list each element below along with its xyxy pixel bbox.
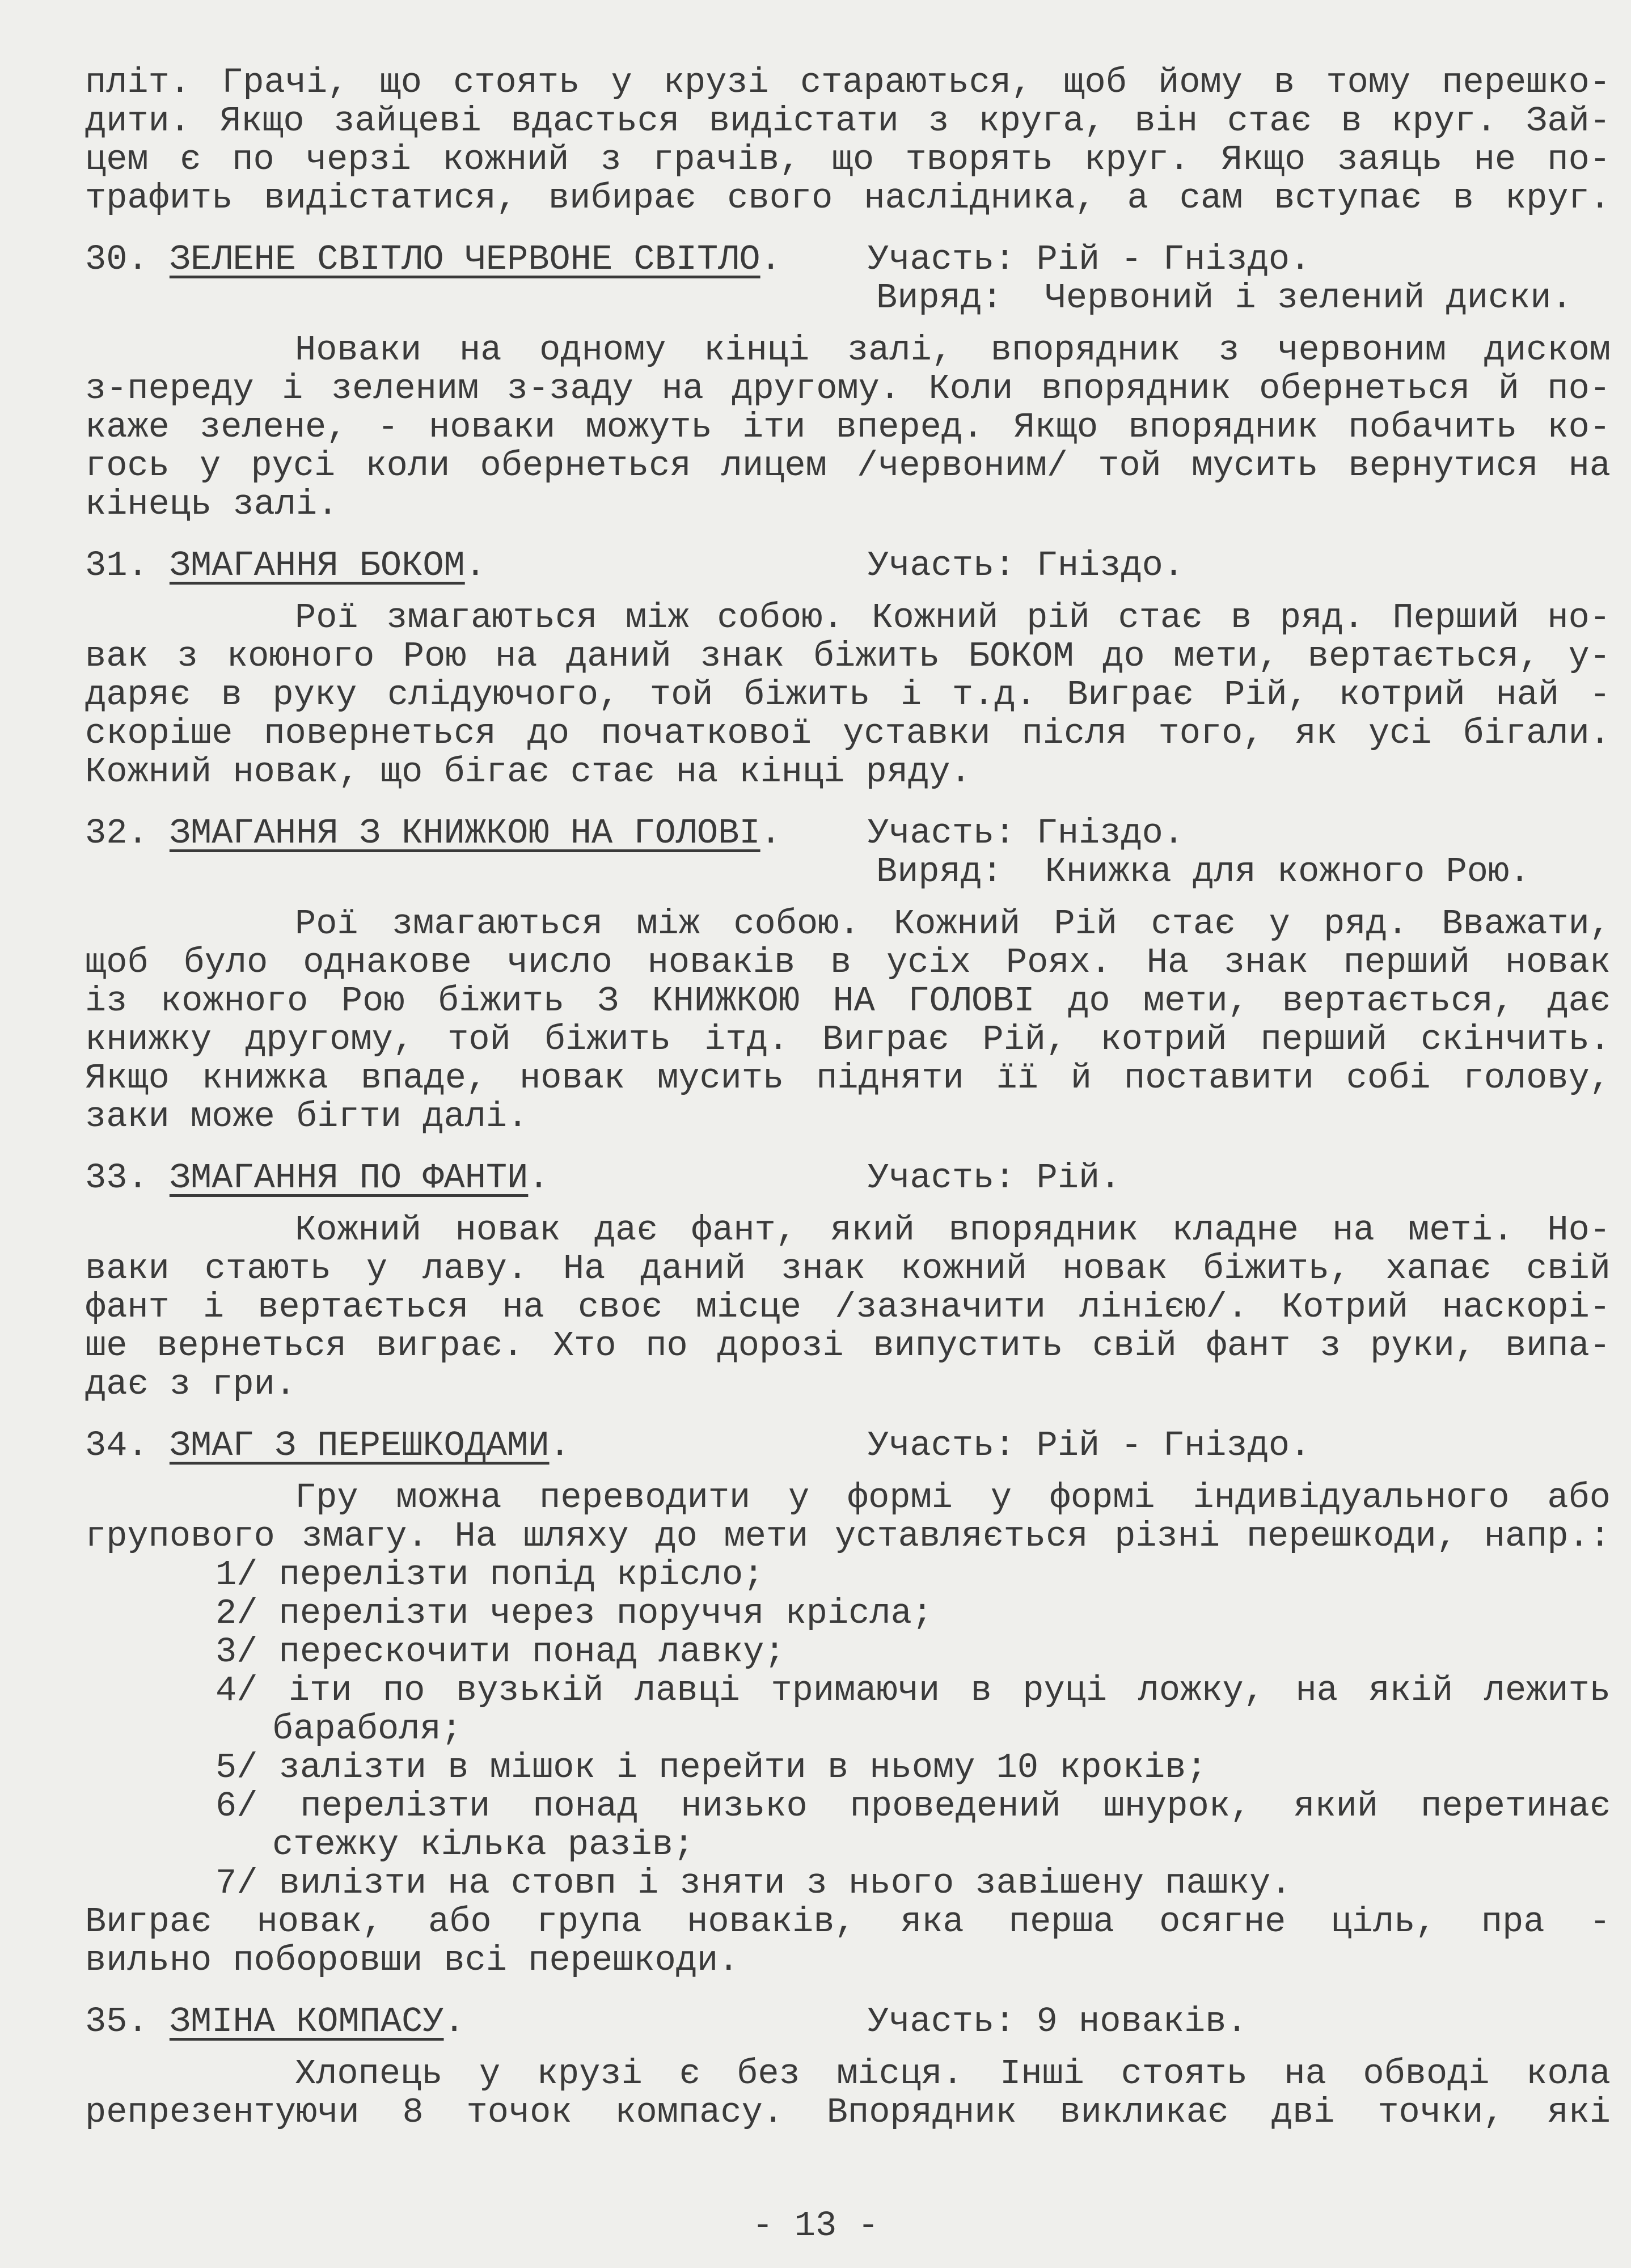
text-line: групового змагу. На шляху до мети уставляється різні перешкоди, напр.: [85, 1516, 1611, 1556]
text-line: ваки стають у лаву. На даний знак кожний новак біжить, хапає свій [85, 1249, 1611, 1289]
section-title: ЗМАГАННЯ З КНИЖКОЮ НА ГОЛОВІ [169, 813, 760, 853]
section-title: ЗМІНА КОМПАСУ [169, 2002, 444, 2042]
list-item: 6/ перелізти понад низько проведений шнурок, який перетинає [216, 1786, 1611, 1826]
text-line: гось у русі коли обернеться лицем /червоним/ той мусить вернутися на [85, 446, 1611, 486]
equipment: Виряд: Червоний і зелений диски. [876, 278, 1573, 318]
text-line: трафить видістатися, вибирає свого наслідника, а сам вступає в круг. [85, 178, 1611, 218]
section-heading: 30. ЗЕЛЕНЕ СВІТЛО ЧЕРВОНЕ СВІТЛО. Участь: Рій - Гніздо. [85, 239, 1311, 280]
text-line: з-переду і зеленим з-заду на другому. Коли впорядник обернеться й по- [85, 369, 1611, 409]
text-line: Гру можна переводити у формі у формі індивідуального або [295, 1478, 1611, 1518]
participation: Участь: Рій - Гніздо. [868, 1425, 1311, 1466]
text-line: дити. Якщо зайцеві вдасться видістати з круга, він стає в круг. Зай- [85, 101, 1611, 141]
text-line: Якщо книжка впаде, новак мусить підняти її й поставити собі голову, [85, 1058, 1611, 1098]
intro-paragraph [85, 64, 1611, 218]
text-line: вильно поборовши всі перешкоди. [85, 1940, 740, 1981]
list-item: 1/ перелізти попід крісло; [216, 1555, 764, 1595]
section-number: 31. [85, 545, 149, 586]
participation: Участь: Рій. [868, 1158, 1121, 1198]
participation: Участь: Рій - Гніздо. [868, 239, 1311, 280]
list-item: 4/ іти по вузькій лавці тримаючи в руці ложку, на якій лежить [216, 1670, 1611, 1711]
text-line: пліт. Грачі, що стоять у крузі стараються, щоб йому в тому перешко- [85, 62, 1611, 103]
section-heading: 33. ЗМАГАННЯ ПО ФАНТИ. Участь: Рій. [85, 1158, 1121, 1198]
section-number: 33. [85, 1158, 149, 1198]
text-line: щоб було однакове число новаків в усіх Роях. На знак перший новак [85, 942, 1611, 983]
text-line: заки може бігти далі. [85, 1097, 529, 1137]
section-title: ЗЕЛЕНЕ СВІТЛО ЧЕРВОНЕ СВІТЛО [169, 239, 760, 280]
section-title: ЗМАГ З ПЕРЕШКОДАМИ [169, 1425, 550, 1466]
text-line: репрезентуючи 8 точок компасу. Впорядник викликає дві точки, які [85, 2092, 1611, 2132]
section-title: ЗМАГАННЯ БОКОМ [169, 545, 465, 586]
section-number: 30. [85, 239, 149, 280]
text-line: Рої змагаються між собою. Кожний рій стає в ряд. Перший но- [295, 598, 1611, 638]
list-item: 7/ вилізти на стовп і зняти з нього завішену пашку. [216, 1863, 1292, 1903]
list-item: 3/ перескочити понад лавку; [216, 1632, 785, 1672]
text-line: фант і вертається на своє місце /зазначити лінією/. Котрий наскорі- [85, 1287, 1611, 1327]
text-line: із кожного Рою біжить З КНИЖКОЮ НА ГОЛОВІ до мети, вертається, дає [85, 981, 1611, 1021]
participation: Участь: 9 новаків. [868, 2002, 1248, 2042]
section-number: 34. [85, 1425, 149, 1466]
participation: Участь: Гніздо. [868, 813, 1185, 853]
text-line: Новаки на одному кінці залі, впорядник з червоним диском [295, 330, 1611, 370]
text-line: Кожний новак, що бігає стає на кінці ряду. [85, 752, 971, 792]
page-number: - 13 - [752, 2206, 879, 2246]
text-line: ше вернеться виграє. Хто по дорозі випустить свій фант з руки, випа- [85, 1326, 1611, 1366]
section-number: 32. [85, 813, 149, 853]
section-heading: 34. ЗМАГ З ПЕРЕШКОДАМИ. Участь: Рій - Гніздо. [85, 1425, 1311, 1466]
text-line: скоріше повернеться до початкової уставки після того, як усі бігали. [85, 713, 1611, 754]
list-item: 5/ залізти в мішок і перейти в ньому 10 кроків; [216, 1747, 1207, 1788]
text-line: даряє в руку слідуючого, той біжить і т.д. Виграє Рій, котрий най - [85, 675, 1611, 715]
text-line: Рої змагаються між собою. Кожний Рій стає у ряд. Вважати, [295, 904, 1611, 944]
text-line: Виграє новак, або група новаків, яка перша осягне ціль, пра - [85, 1902, 1611, 1942]
text-line: цем є по черзі кожний з грачів, що творять круг. Якщо заяць не по- [85, 139, 1611, 180]
text-line: вак з коюного Рою на даний знак біжить БОКОМ до мети, вертається, у- [85, 636, 1611, 676]
list-item-continuation: бараболя; [272, 1709, 462, 1749]
text-line: каже зелене, - новаки можуть іти вперед. Якщо впорядник побачить ко- [85, 407, 1611, 447]
text-line: Хлопець у крузі є без місця. Інші стоять на обводі кола [295, 2054, 1611, 2094]
section-heading: 32. ЗМАГАННЯ З КНИЖКОЮ НА ГОЛОВІ. Участь: Гніздо. [85, 813, 1185, 853]
section-title: ЗМАГАННЯ ПО ФАНТИ [169, 1158, 529, 1198]
section-heading: 35. ЗМІНА КОМПАСУ. Участь: 9 новаків. [85, 2002, 1248, 2042]
list-item-continuation: стежку кілька разів; [272, 1825, 695, 1865]
text-line: дає з гри. [85, 1364, 297, 1404]
text-line: книжку другому, той біжить ітд. Виграє Рій, котрий перший скінчить. [85, 1019, 1611, 1060]
text-line: кінець залі. [85, 484, 339, 524]
equipment: Виряд: Книжка для кожного Рою. [876, 852, 1531, 892]
participation: Участь: Гніздо. [868, 545, 1185, 586]
section-heading: 31. ЗМАГАННЯ БОКОМ. Участь: Гніздо. [85, 545, 1185, 586]
list-item: 2/ перелізти через поруччя крісла; [216, 1593, 933, 1634]
text-line: Кожний новак дає фант, який впорядник кладне на меті. Но- [295, 1210, 1611, 1250]
section-number: 35. [85, 2002, 149, 2042]
document-page [85, 64, 1611, 2132]
